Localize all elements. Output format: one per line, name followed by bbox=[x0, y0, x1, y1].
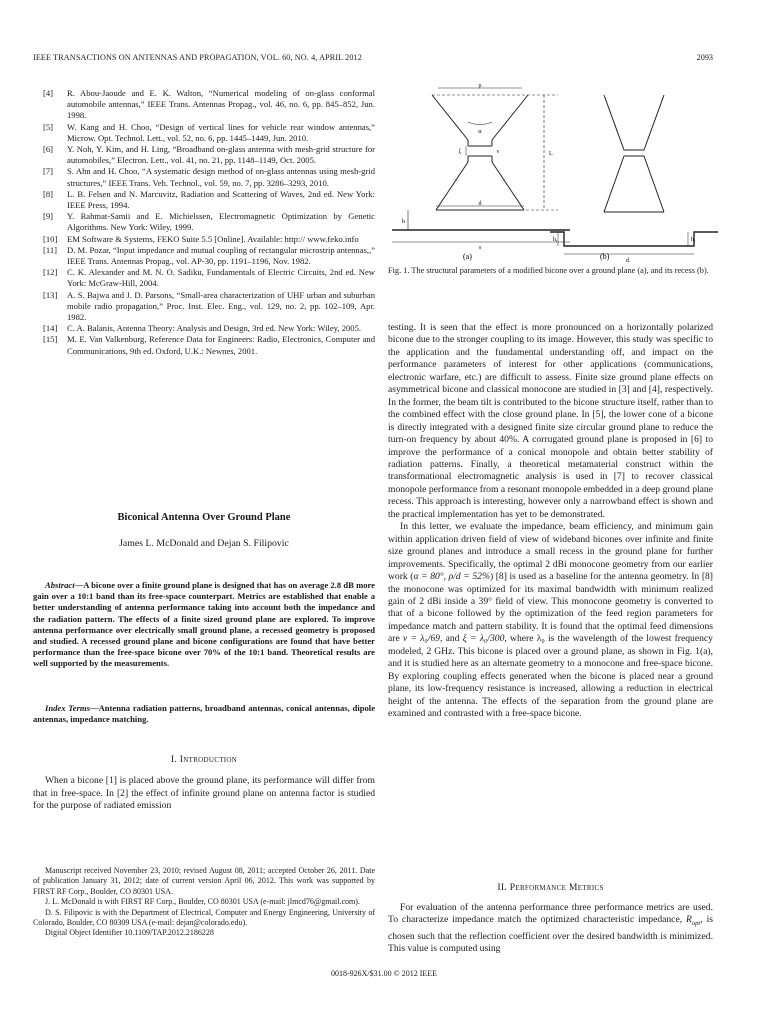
reference-text: R. Abou-Jaoude and E. K. Walton, “Numerical modeling of on-glass conformal automobile antennas,” IEEE Trans. Antennas Propag., vol. 46, no. 6, pp. 845–852, Jun. 1998. bbox=[67, 88, 375, 121]
reference-item bbox=[43, 88, 375, 122]
fig-label-b: (b) bbox=[600, 252, 610, 261]
abstract-label: Abstract bbox=[45, 580, 75, 590]
fig-label-a: (a) bbox=[463, 252, 472, 261]
fig-symbol-nu: ν bbox=[496, 149, 500, 155]
math-nu: ν = λ₀/69 bbox=[402, 633, 440, 645]
reference-item bbox=[43, 188, 375, 211]
perf-metrics-heading: II. Performance Metrics bbox=[497, 882, 604, 893]
reference-text: W. Kang and H. Choo, “Design of vertical lines for vehicle rear window antennas,” Microw. Opt. Technol. Lett., vol. 52, no. 6, pp. 1445–1449, Jun. 2010. bbox=[67, 121, 375, 143]
article-authors: James L. McDonald and Dejan S. Filipovic bbox=[119, 538, 289, 549]
reference-text: L. B. Felsen and N. Marcuvitz, Radiation and Scattering of Waves, 2nd ed. New York: IEEE Press, 1994. bbox=[67, 188, 375, 211]
reference-number: [7] bbox=[43, 166, 54, 177]
reference-item bbox=[43, 211, 375, 233]
right-column-body bbox=[388, 322, 713, 721]
index-terms-text: —Antenna radiation patterns, broadband antennas, conical antennas, dipole antennas, impedance matching. bbox=[33, 703, 376, 725]
reference-number: [11] bbox=[43, 244, 57, 255]
reference-item bbox=[43, 121, 375, 144]
reference-list bbox=[43, 88, 375, 357]
fig-symbol-hr: $h_r$ bbox=[553, 237, 558, 244]
fig-symbol-rho: ρ bbox=[478, 83, 482, 89]
abstract bbox=[33, 580, 375, 670]
reference-text: C. A. Balanis, Antenna Theory: Analysis and Design, 3rd ed. New York: Wiley, 2005. bbox=[67, 323, 362, 334]
math-alpha-rho: α = 80°, ρ/d = 52% bbox=[413, 571, 490, 583]
reference-item bbox=[43, 334, 375, 356]
reference-item bbox=[43, 323, 375, 334]
reference-text: A. S. Bajwa and J. D. Parsons, “Small-area characterization of UHF urban and suburban mobile radio propagation,” Proc. Inst. Elec. Eng., vol. 129, no. 2, pp. 102–109, Apr. 1982. bbox=[67, 289, 375, 323]
reference-number: [9] bbox=[43, 211, 54, 222]
reference-text: D. M. Pozar, “Input impedance and mutual coupling of rectangular microstrip antennas,,” IEEE Trans. Antennas Propag., vol. AP-30, pp. 1191–1196, Nov. 1982. bbox=[67, 244, 375, 267]
fig-symbol-xi: ξ bbox=[458, 149, 462, 155]
abstract-text: —A bicone over a finite ground plane is designed that has on average 2.8 dB more gain over a 10:1 band than its free-space counterpart. Metrics are established that enable a better understanding of antenna performance taking into account both the impedance and the radiation pattern. The effects of a finite sized ground plane are explored. To improve antenna performance over electrically small ground plane, a recessed geometry is proposed and studied. A recessed ground plane and bicone configurations are found that have better performance than the free-space bicone over 70% of the 10:1 band. Theoretical results are well supported by the measurements. bbox=[33, 580, 375, 669]
perf-metrics-paragraph: For evaluation of the antenna performance three performance metrics are used. To characterize impedance match the optimized characteristic impedance, $R_{opt}$, is chosen such that the reflection coefficient over the desired bandwidth is minimized. This value is computed using bbox=[388, 902, 713, 955]
math-ropt: $R_{opt}$ bbox=[686, 914, 701, 928]
journal-header: IEEE TRANSACTIONS ON ANTENNAS AND PROPAGATION, VOL. 60, NO. 4, APRIL 2012 bbox=[33, 53, 362, 62]
fig-symbol-L: L bbox=[549, 151, 553, 157]
fig-symbol-s: s bbox=[478, 245, 482, 251]
footnote-author-1: J. L. McDonald is with FIRST RF Corp., Boulder, CO 80301 USA (e-mail: jlmcd76@gmail.com). bbox=[45, 897, 360, 907]
reference-text: C. K. Alexander and M. N. O. Sadiku, Fundamentals of Electric Circuits, 2nd ed. New York: McGraw-Hill, 2004. bbox=[67, 267, 375, 289]
reference-item bbox=[43, 166, 375, 188]
reference-number: [13] bbox=[43, 289, 58, 300]
footnote-author-2: D. S. Filipovic is with the Department of Electrical, Computer and Energy Engineering, University of Colorado, Boulder, CO 80309 USA (e-mail: dejan@colorado.edu). bbox=[33, 907, 375, 928]
math-xi: ξ = λ₀/300 bbox=[462, 633, 505, 645]
reference-text: Y. Rahmat-Samii and E. Michielssen, Electromagnetic Optimization by Genetic Algorithms. New York: Wiley, 1999. bbox=[67, 211, 375, 233]
reference-text: S. Ahn and H. Choo, “A systematic design method of on-glass antennas using mesh-grid structures,” IEEE Trans. Veh. Technol., vol. 59, no. 7, pp. 3286–3293, 2010. bbox=[67, 166, 375, 188]
reference-number: [14] bbox=[43, 323, 58, 334]
body-paragraph-2: In this letter, we evaluate the impedance, beam efficiency, and minimum gain within application driven field of view of wideband bicones over infinite and finite size ground planes and introduce a small recess in the ground plane for further improvements. Specifically, the optimal 2 dBi monocone geometry from our earlier work (α = 80°, ρ/d = 52%) [8] is used as a baseline for the antenna geometry. In [8] the monocone was optimized for its maximal bandwidth with minimum realized gain of 2 dBi inside a 39° field of view. This monocone geometry is converted to that of a bicone followed by the optimization of the feed region parameters for impedance match and pattern stability. It is found that the optimal feed dimensions are ν = λ₀/69, and ξ = λ₀/300, where λ₀ is the wavelength of the lowest frequency modeled, 2 GHz. This bicone is placed over a ground plane, as shown in Fig. 1(a), and it is studied here as an alternate geometry to a monocone and free-space bicone. By exploring coupling effects generated when the bicone is placed near a ground plane, its low-frequency resistance is increased, allowing a reduction in electrical height of the antenna. The effects of the separation from the ground plane are examined and contrasted with a free-space bicone. bbox=[388, 521, 713, 720]
reference-item bbox=[43, 233, 375, 245]
reference-number: [10] bbox=[43, 233, 58, 244]
reference-number: [6] bbox=[43, 144, 54, 155]
copyright-footer: 0018-926X/$31.00 © 2012 IEEE bbox=[330, 969, 438, 978]
fig-symbol-alpha: α bbox=[478, 129, 482, 135]
reference-number: [12] bbox=[43, 267, 58, 278]
figure-1-drawing bbox=[388, 80, 718, 262]
figure-caption: Fig. 1. The structural parameters of a modified bicone over a ground plane (a), and its recess (b). bbox=[388, 266, 709, 275]
intro-heading: I. Introduction bbox=[170, 754, 238, 765]
article-title: Biconical Antenna Over Ground Plane bbox=[117, 512, 291, 523]
fig-symbol-hr-right: $h_r$ bbox=[691, 237, 696, 244]
fig-symbol-d: d bbox=[478, 201, 482, 207]
reference-item bbox=[43, 244, 375, 267]
footnotes bbox=[33, 866, 375, 939]
reference-number: [15] bbox=[43, 334, 58, 345]
reference-text: M. E. Van Valkenburg, Reference Data for Engineers: Radio, Electronics, Computer and Communications, 9th ed. Oxford, U.K.: Newnes, 2001. bbox=[67, 334, 375, 356]
fig-symbol-dr: $d_r$ bbox=[625, 258, 631, 262]
index-terms-label: Index Terms bbox=[45, 703, 90, 713]
reference-text: Y. Noh, Y. Kim, and H. Ling, “Broadband on-glass antenna with mesh-grid structure for automobiles,” Electron. Lett., vol. 41, no. 21, pp. 1148–1149, Oct. 2005. bbox=[67, 144, 375, 166]
figure-1 bbox=[388, 80, 718, 262]
reference-number: [8] bbox=[43, 188, 54, 199]
index-terms bbox=[33, 703, 375, 725]
reference-item bbox=[43, 144, 375, 166]
reference-item bbox=[43, 289, 375, 324]
fig-symbol-h: h bbox=[402, 219, 405, 225]
footnote-doi: Digital Object Identifier 10.1109/TAP.2012.2186228 bbox=[45, 928, 214, 938]
reference-text: EM Software & Systems, FEKO Suite 5.5 [Online]. Available: http:// www.feko.info bbox=[67, 233, 359, 244]
body-paragraph-1: testing. It is seen that the effect is more pronounced on a horizontally polarized bicone due to the stronger coupling to its image. However, this study was specific to the application and the fundamental understanding off, and impact on the performance parameters of interest for other applications (communications, electronic warfare, etc.) are difficult to assess. Finite size ground plane effects on asymmetrical bicone and classical monocone are studied in [3] and [4], respectively. In the former, the beam tilt is contributed to the bicone structure itself, rather than to the combined effect with the close ground plane. In [5], the lower cone of a bicone is directly integrated with a designed finite size circular ground plane to reduce the turn-on frequency by about 40%. A corrugated ground plane is proposed in [6] to improve the performance of a conical monopole and obtain better stability of radiation patterns. Finally, a theoretical metamaterial construct within the transformational electromagnetic analysis is used in [7] to recover classical monopole performance from a resonant monopole embedded in a deep ground plane recess. This approach is interesting, however only a narrowband effect is shown and the practical implementation has yet to be demonstrated. bbox=[388, 322, 713, 520]
intro-paragraph: When a bicone [1] is placed above the ground plane, its performance will differ from that in free-space. In [2] the effect of infinite ground plane on antenna factor is studied for the purpose of radiated emission bbox=[33, 775, 375, 812]
page-number: 2093 bbox=[696, 53, 713, 62]
reference-number: [5] bbox=[43, 121, 54, 132]
reference-item bbox=[43, 267, 375, 289]
reference-number: [4] bbox=[43, 88, 54, 98]
footnote-manuscript: Manuscript received November 23, 2010; revised August 08, 2011; accepted October 26, 2011. Date of publication January 31, 2012; date of current version April 06, 2012. This work was supported by FIRST RF Corp., Boulder, CO 80301 USA. bbox=[33, 866, 375, 896]
